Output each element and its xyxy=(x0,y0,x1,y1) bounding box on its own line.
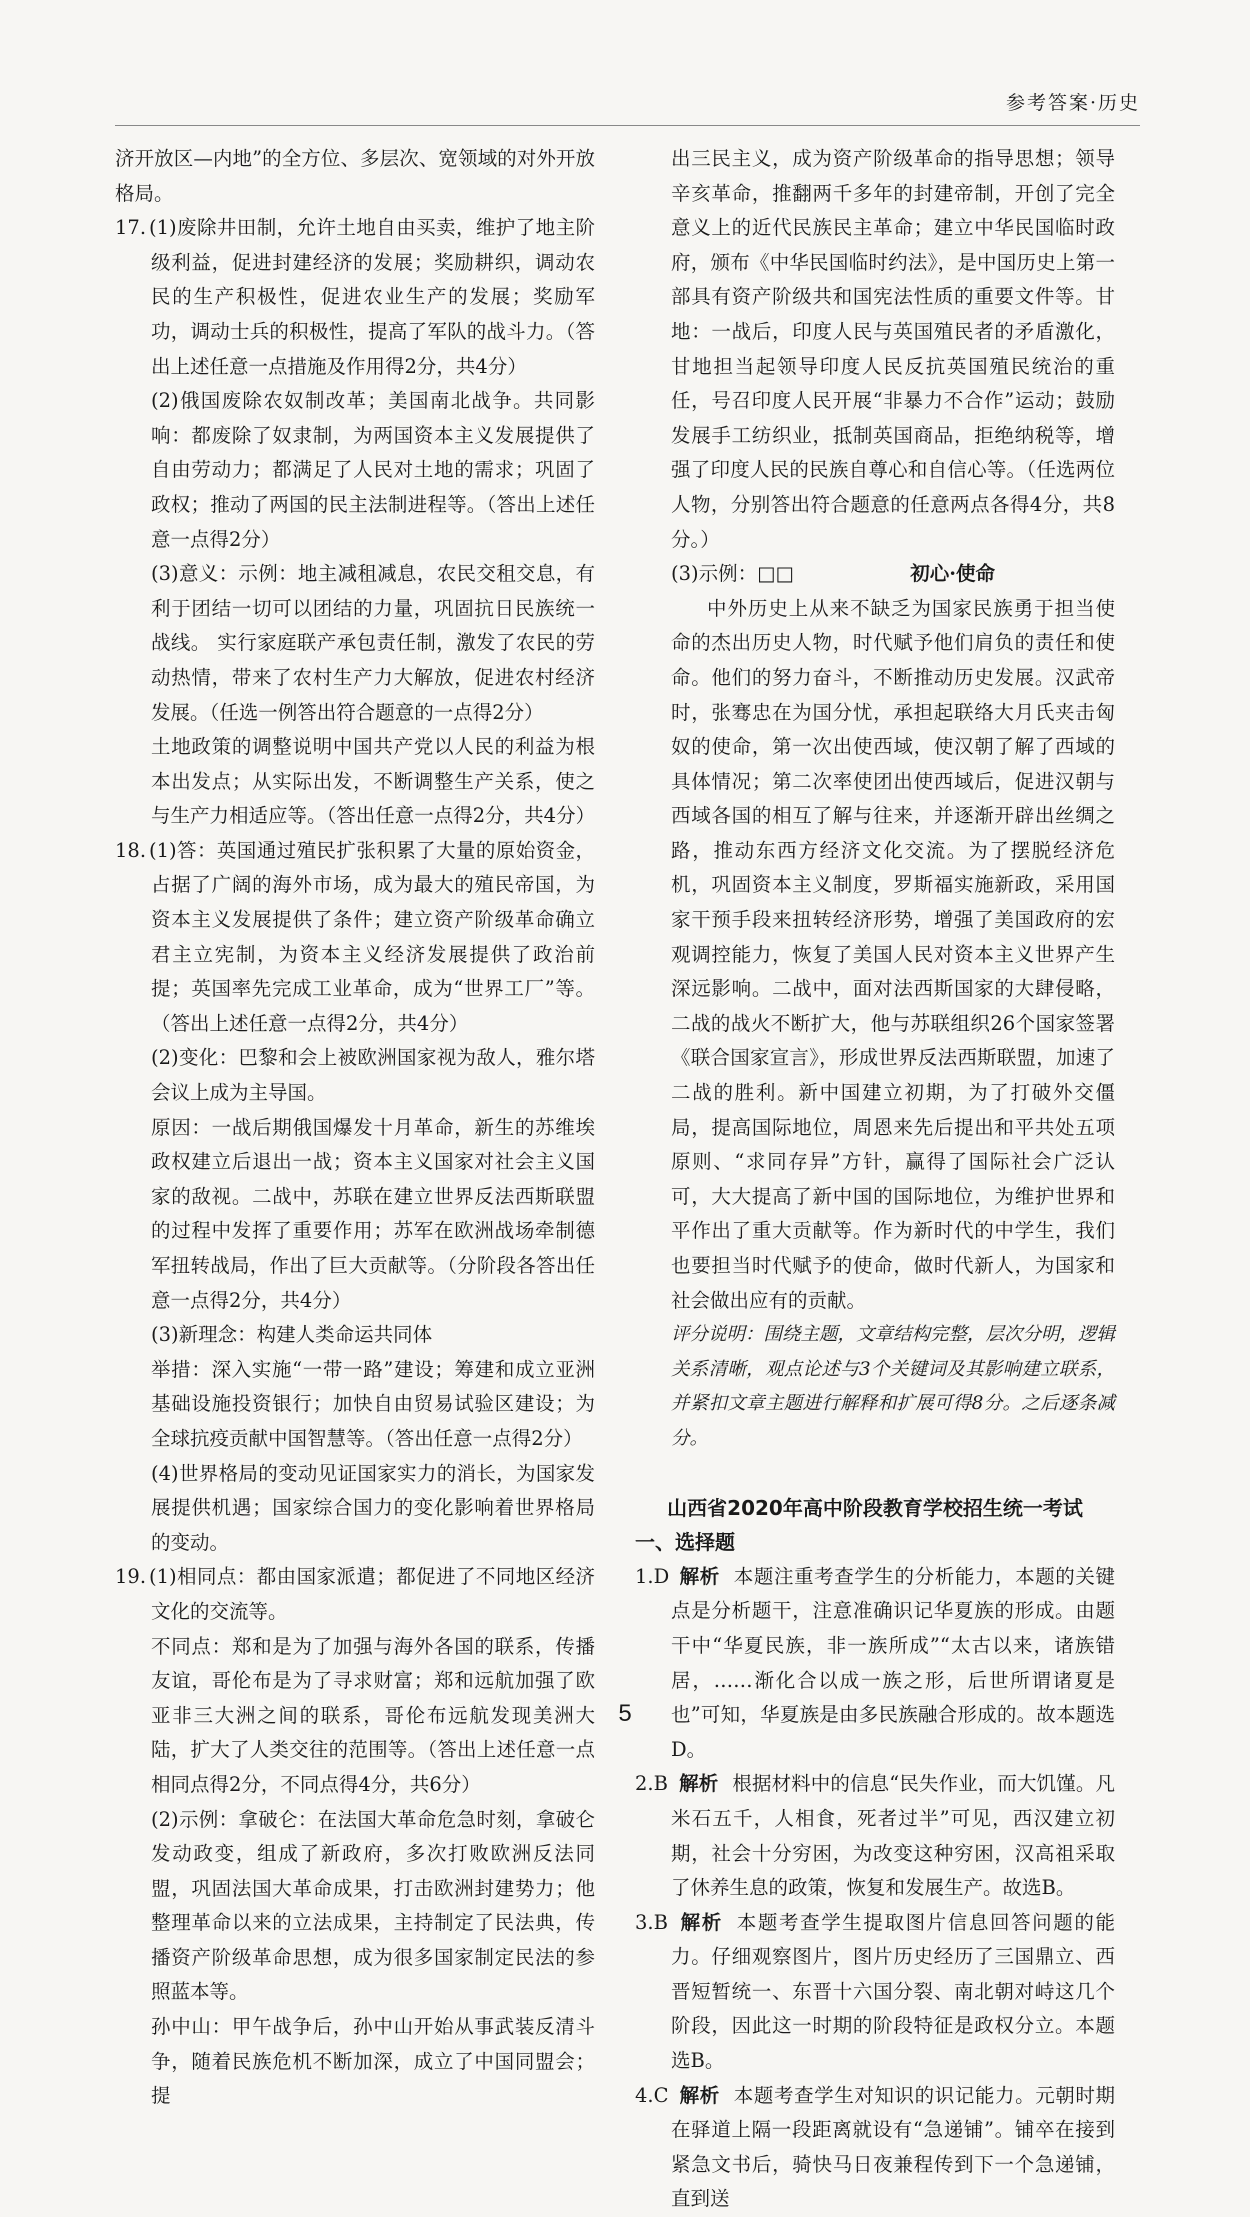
paragraph: 孙中山：甲午战争后，孙中山开始从事武装反清斗争，随着民族危机不断加深，成立了中国同盟会；提 xyxy=(151,2015,595,2108)
question-17 xyxy=(115,211,595,384)
paragraph: (4)世界格局的变动见证国家实力的消长，为国家发展提供机遇；国家综合国力的变化影响着世界格局的变动。 xyxy=(151,1461,595,1554)
answer-item xyxy=(635,1906,1115,2079)
sub-title: 一、选择题 xyxy=(635,1530,735,1555)
right-column xyxy=(635,142,1115,2217)
answer-text: (1)答：英国通过殖民扩张积累了大量的原始资金，占据了广阔的海外市场，成为最大的殖民帝国，为资本主义发展提供了条件；建立资产阶级革命确立君主立宪制，为资本主义经济发展提供了政治前提；英国率先完成工业革命，成为“世界工厂”等。（答出上述任意一点得2分，共4分） xyxy=(149,838,595,1035)
answer-text: 根据材料中的信息“民失作业，而大饥馑。凡米石五千，人相食，死者过半”可见，西汉建立初期，社会十分穷困，为改变这种穷困，汉高祖采取了休养生息的政策，恢复和发展生产。故选B。 xyxy=(671,1772,1115,1900)
page-number: 5 xyxy=(618,1700,632,1727)
answer-number: 1.D xyxy=(635,1564,670,1588)
answer-item xyxy=(635,2079,1115,2217)
answer-text: 本题考查学生提取图片信息回答问题的能力。仔细观察图片，图片历史经历了三国鼎立、西晋短暂统一、东晋十六国分裂、南北朝对峙这几个阶段，因此这一时期的阶段特征是政权分立。本题选B。 xyxy=(671,1910,1115,2073)
essay-title: 初心·使命 xyxy=(910,562,995,586)
running-header: 参考答案·历史 xyxy=(1005,92,1140,114)
answer-item xyxy=(635,1560,1115,1768)
paragraph: 济开放区—内地”的全方位、多层次、宽领域的对外开放格局。 xyxy=(115,147,595,205)
essay-body: 中外历史上从来不缺乏为国家民族勇于担当使命的杰出历史人物，时代赋予他们肩负的责任和使命。他们的努力奋斗，不断推动历史发展。汉武帝时，张骞忠在为国分忧，承担起联络大月氏夹击匈奴的使命，第一次出使西域，使汉朝了解了西域的具体情况；第二次率使团出使西域后，促进汉朝与西域各国的相互了解与往来，并逐渐开辟出丝绸之路，推动东西方经济文化交流。为了摆脱经济危机，巩固资本主义制度，罗斯福实施新政，采用国家干预手段来扭转经济形势，增强了美国政府的宏观调控能力，恢复了美国人民对资本主义世界产生深远影响。二战中，面对法西斯国家的大肆侵略，二战的战火不断扩大，他与苏联组织26个国家签署《联合国家宣言》，形成世界反法西斯联盟，加速了二战的胜利。新中国建立初期，为了打破外交僵局，提高国际地位，周恩来先后提出和平共处五项原则、“求同存异”方针，赢得了国际社会广泛认可，大大提高了新中国的国际地位，为维护世界和平作出了重大贡献等。作为新时代的中学生，我们也要担当时代赋予的使命，做时代新人，为国家和社会做出应有的贡献。 xyxy=(671,596,1115,1312)
essay-heading xyxy=(635,557,1115,592)
question-19 xyxy=(115,1560,595,1629)
question-number: 18. xyxy=(115,838,147,862)
question-number: 19. xyxy=(115,1565,147,1589)
analysis-tag: 解析 xyxy=(679,1564,720,1588)
paragraph: (2)示例：拿破仑：在法国大革命危急时刻，拿破仑发动政变，组成了新政府，多次打败欧洲反法同盟，巩固法国大革命成果，打击欧洲封建势力；他整理革命以来的立法成果，主持制定了民法典，传播资产阶级革命思想，成为很多国家制定民法的参照蓝本等。 xyxy=(151,1807,595,2004)
header-rule xyxy=(115,125,1140,126)
paragraph: 出三民主义，成为资产阶级革命的指导思想；领导辛亥革命，推翻两千多年的封建帝制，开创了完全意义上的近代民族民主革命；建立中华民国临时政府，颁布《中华民国临时约法》，是中国历史上第一部具有资产阶级共和国宪法性质的重要文件等。甘地：一战后，印度人民与英国殖民者的矛盾激化，甘地担当起领导印度人民反抗英国殖民统治的重任，号召印度人民开展“非暴力不合作”运动；鼓励发展手工纺织业，抵制英国商品，拒绝纳税等，增强了印度人民的民族自尊心和自信心等。（任选两位人物，分别答出符合题意的任意两点各得4分，共8分。） xyxy=(671,147,1115,551)
answer-item xyxy=(635,1767,1115,1905)
paragraph: 不同点：郑和是为了加强与海外各国的联系，传播友谊，哥伦布是为了寻求财富；郑和远航加强了欧亚非三大洲之间的联系，哥伦布远航发现美洲大陆，扩大了人类交往的范围等。（答出上述任意一点相同点得2分，不同点得4分，共6分） xyxy=(151,1634,595,1796)
question-18 xyxy=(115,834,595,1042)
answer-text: (1)废除井田制，允许土地自由买卖，维护了地主阶级利益，促进封建经济的发展；奖励耕织，调动农民的生产积极性，促进农业生产的发展；奖励军功，调动士兵的积极性，提高了军队的战斗力。（答出上述任意一点措施及作用得2分，共4分） xyxy=(149,216,595,378)
paragraph: 土地政策的调整说明中国共产党以人民的利益为根本出发点；从实际出发，不断调整生产关系，使之与生产力相适应等。（答出任意一点得2分，共4分） xyxy=(151,735,596,828)
answer-text: (1)相同点：都由国家派遣；都促进了不同地区经济文化的交流等。 xyxy=(149,1565,595,1623)
analysis-tag: 解析 xyxy=(679,1910,723,1934)
paragraph: (3)新理念：构建人类命运共同体 xyxy=(151,1323,433,1347)
left-column xyxy=(115,142,595,2114)
question-number: 17. xyxy=(115,216,147,240)
paragraph: (2)俄国废除农奴制改革；美国南北战争。共同影响：都废除了奴隶制，为两国资本主义发展提供了自由劳动力；都满足了人民对土地的需求；巩固了政权；推动了两国的民主法制进程等。（答出上述任意一点得2分） xyxy=(151,389,595,551)
scoring-note: 评分说明：围绕主题，文章结构完整，层次分明，逻辑关系清晰，观点论述与3个关键词及其影响建立联系，并紧扣文章主题进行解释和扩展可得8分。之后逐条减分。 xyxy=(671,1324,1116,1449)
answer-text: 本题注重考查学生的分析能力，本题的关键点是分析题干，注意准确识记华夏族的形成。由题干中“华夏民族，非一族所成”“太古以来，诸族错居，……渐化合以成一族之形，后世所谓诸夏是也”可知，华夏族是由多民族融合形成的。故本题选D。 xyxy=(671,1564,1115,1761)
section-title: 山西省2020年高中阶段教育学校招生统一考试 xyxy=(667,1495,1083,1520)
paragraph: (3)意义：示例：地主减租减息，农民交租交息，有利于团结一切可以团结的力量，巩固抗日民族统一战线。 实行家庭联产承包责任制，激发了农民的劳动热情，带来了农村生产力大解放，促进农村经济发展。（任选一例答出符合题意的一点得2分） xyxy=(151,562,595,724)
essay-label: (3)示例：□□ xyxy=(671,562,794,586)
paragraph: 原因：一战后期俄国爆发十月革命，新生的苏维埃政权建立后退出一战；资本主义国家对社会主义国家的敌视。二战中，苏联在建立世界反法西斯联盟的过程中发挥了重要作用；苏军在欧洲战场牵制德军扭转战局，作出了巨大贡献等。（分阶段各答出任意一点得2分，共4分） xyxy=(151,1115,595,1312)
paragraph: (2)变化：巴黎和会上被欧洲国家视为敌人，雅尔塔会议上成为主导国。 xyxy=(151,1046,595,1105)
answer-number: 2.B xyxy=(635,1772,668,1796)
analysis-tag: 解析 xyxy=(679,1772,719,1796)
answer-number: 4.C xyxy=(635,2083,669,2107)
paragraph: 举措：深入实施“一带一路”建设；筹建和成立亚洲基础设施投资银行；加快自由贸易试验区建设；为全球抗疫贡献中国智慧等。（答出任意一点得2分） xyxy=(151,1357,595,1450)
analysis-tag: 解析 xyxy=(679,2083,720,2107)
answer-text: 本题考查学生对知识的识记能力。元朝时期在驿道上隔一段距离就设有“急递铺”。铺卒在接到紧急文书后，骑快马日夜兼程传到下一个急递铺，直到送 xyxy=(671,2083,1115,2211)
answer-number: 3.B xyxy=(635,1910,668,1934)
